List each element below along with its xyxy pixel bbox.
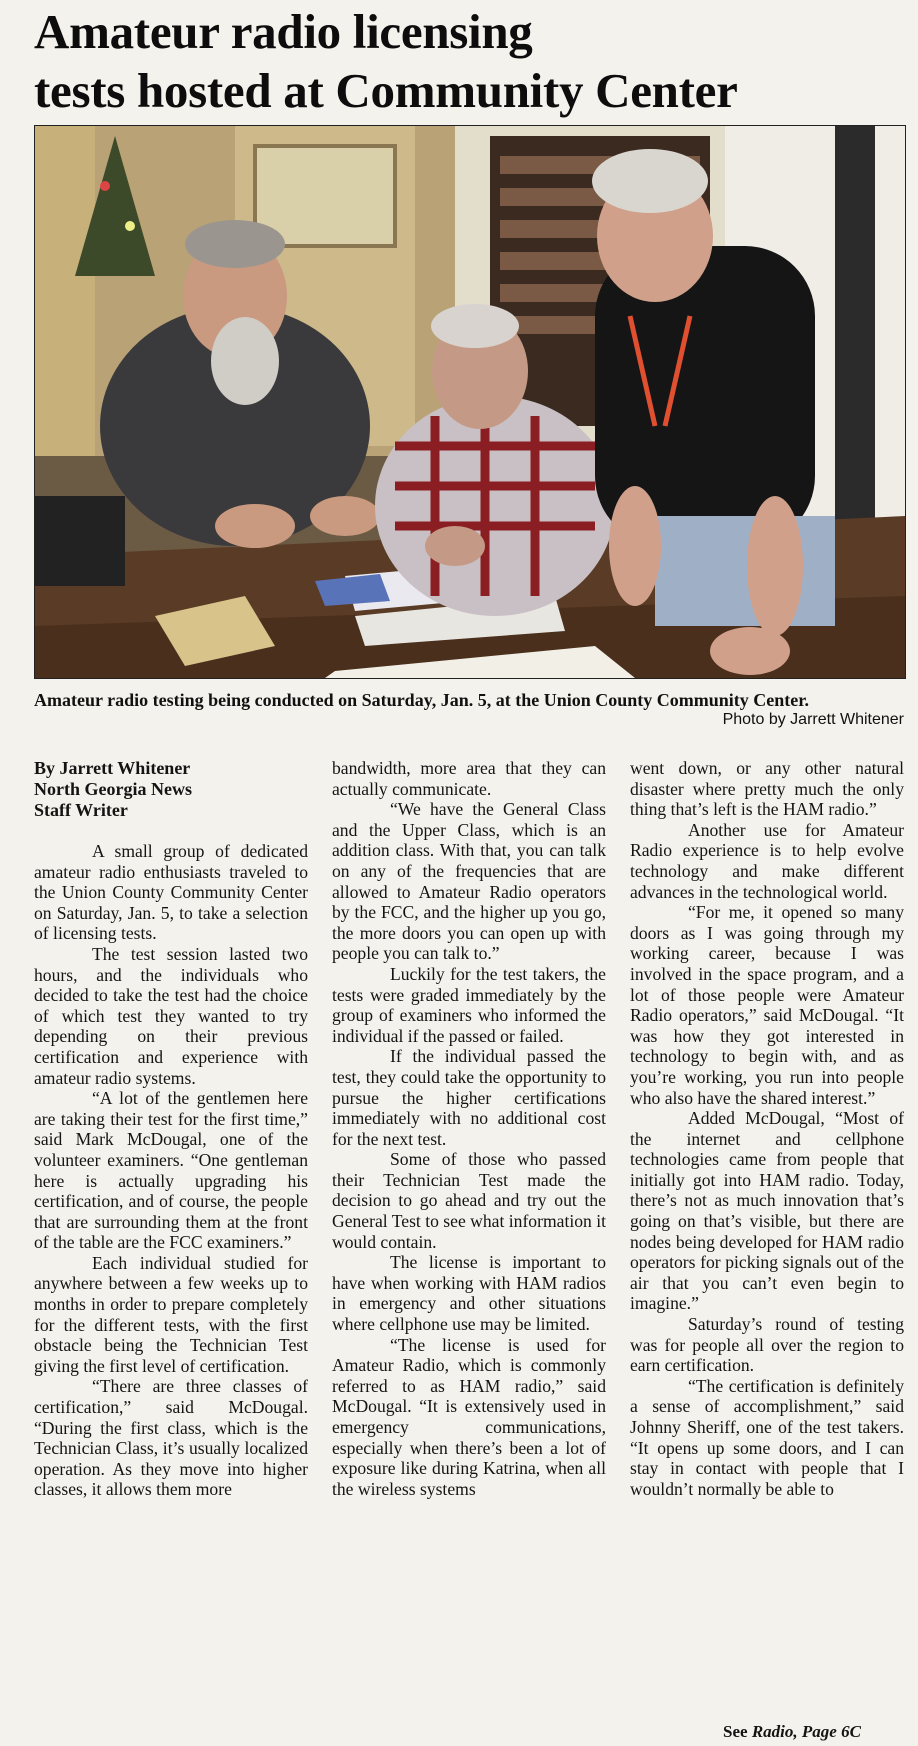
paragraph: “A lot of the gentlemen here are taking their test for the first time,” said Mark McDougal, one of the volunteer examiners. “One gentleman here is actually upgrading his certification, and of course, the people that are surrounding them at the front of the table are the FCC examiners.” <box>34 1088 308 1253</box>
byline-author: By Jarrett Whitener <box>34 758 191 778</box>
headline <box>34 2 904 120</box>
paragraph: Luckily for the test takers, the tests were graded immediately by the group of examiners who informed the individual if the passed or failed. <box>332 963 606 1046</box>
byline <box>34 758 308 821</box>
paragraph-continued: went down, or any other natural disaster where pretty much the only thing that’s left is the HAM radio.” <box>630 758 904 820</box>
paragraph: Each individual studied for anywhere between a few weeks up to months in order to prepare completely for the different tests, with the first obstacle being the Technician Test giving the first level of certification. <box>34 1252 308 1376</box>
headline-line-1: Amateur radio licensing <box>34 4 533 59</box>
photo-credit: Photo by Jarrett Whitener <box>722 711 904 728</box>
paragraph: Added McDougal, “Most of the internet and cellphone technologies came from people that initially got into HAM radio. Today, there’s not as much innovation that’s going on that’s visible, but there are nodes being developed for HAM radio operators for picking signals out of the air that you can’t even begin to imagine.” <box>630 1108 904 1314</box>
article-column-2 <box>332 758 606 1499</box>
jump-target: Radio, Page 6C <box>751 1722 861 1741</box>
photo-caption: Amateur radio testing being conducted on Saturday, Jan. 5, at the Union County Community Center. <box>34 690 810 710</box>
paragraph: “The certification is definitely a sense of accomplishment,” said Johnny Sheriff, one of the test takers. “It opens up some doors, and I can stay in contact with people that I wouldn’t normally be able to <box>630 1375 904 1499</box>
paragraph: Some of those who passed their Technician Test made the decision to go ahead and try out the General Test to see what information it would contain. <box>332 1149 606 1252</box>
article-column-3 <box>630 758 904 1499</box>
paragraph: Saturday’s round of testing was for people all over the region to earn certification. <box>630 1314 904 1376</box>
paragraph: The test session lasted two hours, and the individuals who decided to take the test had the choice of which test they wanted to try depending on their previous certification and experience with amateur radio systems. <box>34 943 308 1088</box>
paragraph: “The license is used for Amateur Radio, which is commonly referred to as HAM radio,” said McDougal. “It is extensively used in emergency communications, especially when there’s been a lot of exposure like during Katrina, when all the wireless systems <box>332 1334 606 1499</box>
byline-publication: North Georgia News <box>34 779 192 799</box>
photo-illustration <box>35 126 905 678</box>
paragraph: “There are three classes of certification,” said McDougal. “During the first class, which is the Technician Class, it’s usually localized operation. As they move into higher classes, it allows them more <box>34 1376 308 1500</box>
paragraph: “We have the General Class and the Upper Class, which is an addition class. With that, you can talk on any of the frequencies that are allowed to Amateur Radio operators by the FCC, and the higher up you go, the more doors you can open up with people you can talk to.” <box>332 799 606 964</box>
paragraph-continued: bandwidth, more area that they can actually communicate. <box>332 758 606 799</box>
paragraph: Another use for Amateur Radio experience is to help evolve technology and make different advances in the technological world. <box>630 819 904 902</box>
continuation-jump[interactable] <box>680 1722 904 1742</box>
jump-see: See <box>723 1722 748 1741</box>
paragraph: “For me, it opened so many doors as I was going through my working career, because I was involved in the space program, and a lot of those people were Amateur Radio operators,” said McDougal. “It was how they got interested in technology to begin with, and as you’re working, you run into people who also have the shared interest.” <box>630 902 904 1108</box>
byline-role: Staff Writer <box>34 800 128 820</box>
headline-line-2: tests hosted at Community Center <box>34 63 738 118</box>
paragraph: If the individual passed the test, they could take the opportunity to pursue the higher certifications immediately with no additional cost for the next test. <box>332 1046 606 1149</box>
paragraph: The license is important to have when working with HAM radios in emergency and other situations where cellphone use may be limited. <box>332 1252 606 1335</box>
article-column-1 <box>34 758 308 1500</box>
article-photo <box>34 125 906 679</box>
paragraph: A small group of dedicated amateur radio enthusiasts traveled to the Union County Community Center on Saturday, Jan. 5, to take a selection of licensing tests. <box>34 841 308 944</box>
